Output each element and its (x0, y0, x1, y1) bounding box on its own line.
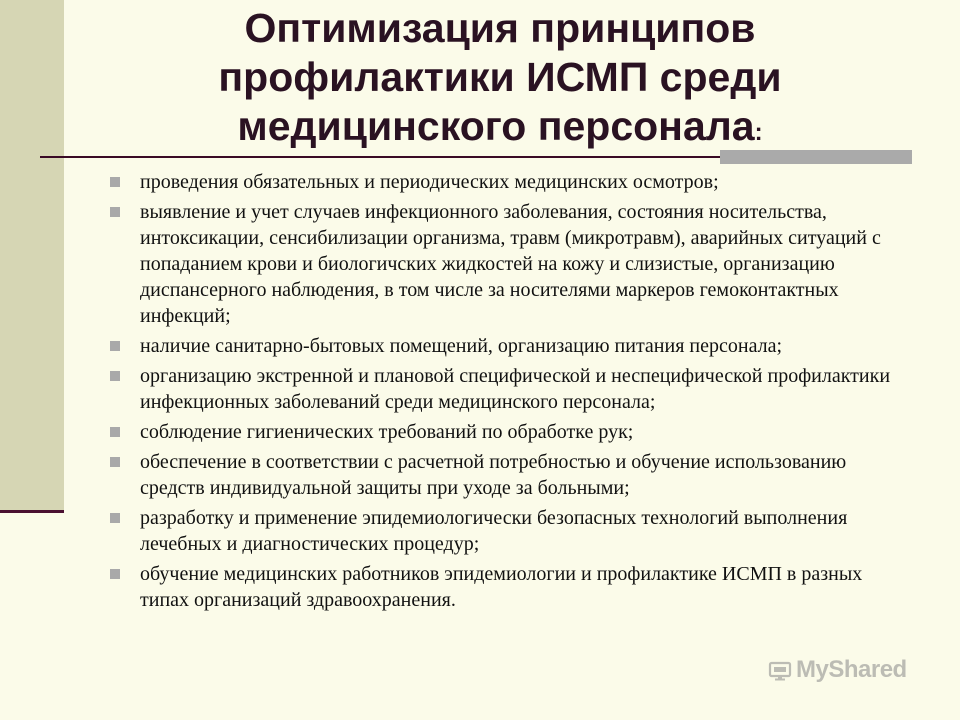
bullet-item (110, 449, 910, 501)
title-line-3 (100, 102, 900, 157)
square-bullet-icon (110, 457, 120, 467)
title-divider-accent (720, 150, 912, 164)
bullet-text: соблюдение гигиенических требований по обработке рук; (140, 421, 634, 443)
square-bullet-icon (110, 207, 120, 217)
left-panel-decoration (0, 0, 64, 512)
title-line-3-text: медицинского персонала (237, 103, 755, 149)
bullet-item (110, 419, 910, 445)
watermark (768, 656, 907, 684)
square-bullet-icon (110, 341, 120, 351)
bullet-list (110, 169, 910, 617)
square-bullet-icon (110, 513, 120, 523)
bullet-item (110, 169, 910, 195)
bullet-item (110, 505, 910, 557)
slide-title (100, 4, 900, 157)
bullet-text: организацию экстренной и плановой специфической и неспецифической профилактики инфекционных заболеваний среди медицинского персонала; (140, 365, 891, 413)
square-bullet-icon (110, 427, 120, 437)
bullet-text: обеспечение в соответствии с расчетной потребностью и обучение использованию средств индивидуальной защиты при уходе за больными; (140, 451, 847, 499)
title-line-2: профилактики ИСМП среди (218, 54, 782, 100)
title-colon: : (754, 119, 763, 146)
bullet-text: проведения обязательных и периодических медицинских осмотров; (140, 171, 719, 193)
bullet-item (110, 363, 910, 415)
bullet-text: наличие санитарно-бытовых помещений, организацию питания персонала; (140, 335, 783, 357)
bullet-text: обучение медицинских работников эпидемиологии и профилактике ИСМП в разных типах организаций здравоохранения. (140, 563, 863, 611)
bullet-item (110, 561, 910, 613)
bullet-text: выявление и учет случаев инфекционного заболевания, состояния носительства, интоксикации, сенсибилизации организма, травм (микротравм), аварийных ситуаций с попаданием крови и биологичских жидкостей на кожу и слизистые, организацию диспансерного наблюдения, в том числе за носителями маркеров гемоконтактных инфекций; (140, 201, 881, 327)
bullet-text: разработку и применение эпидемиологически безопасных технологий выполнения лечебных и диагностических процедур; (140, 507, 848, 555)
left-panel-underline (0, 510, 64, 513)
watermark-text: MyShared (796, 656, 907, 683)
title-line-1: Оптимизация принципов (244, 5, 756, 51)
square-bullet-icon (110, 177, 120, 187)
square-bullet-icon (110, 569, 120, 579)
bullet-item (110, 199, 910, 329)
presentation-icon (768, 658, 792, 682)
bullet-item (110, 333, 910, 359)
square-bullet-icon (110, 371, 120, 381)
